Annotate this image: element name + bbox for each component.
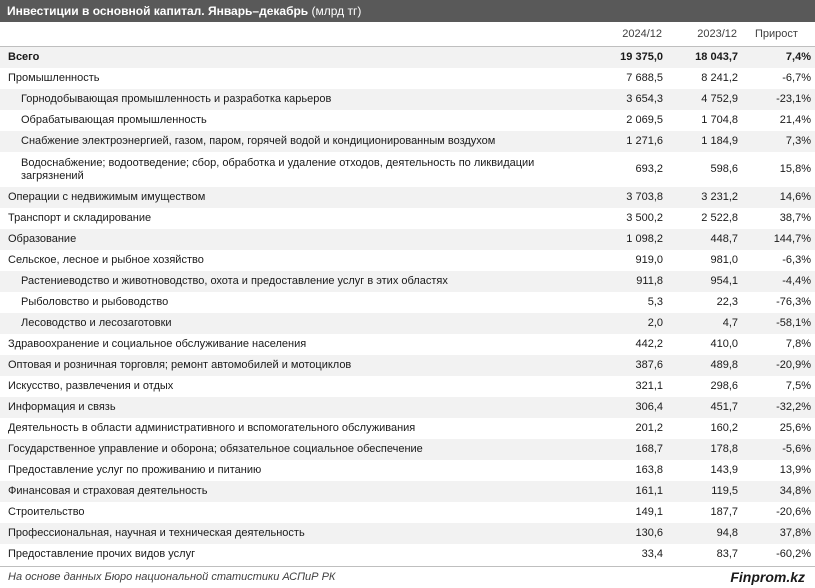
value-2023: 981,0 [663, 250, 738, 271]
row-label: Профессиональная, научная и техническая деятельность [0, 523, 585, 544]
row-label: Всего [0, 47, 585, 69]
table-row [0, 47, 815, 69]
row-label: Информация и связь [0, 397, 585, 418]
row-label: Водоснабжение; водоотведение; сбор, обработка и удаление отходов, деятельность по ликвидации загрязнений [0, 152, 585, 187]
row-label: Операции с недвижимым имуществом [0, 187, 585, 208]
value-2023: 160,2 [663, 418, 738, 439]
value-2023: 448,7 [663, 229, 738, 250]
growth-value: -5,6% [738, 439, 815, 460]
growth-value: 7,3% [738, 131, 815, 152]
source-note: На основе данных Бюро национальной статистики АСПиР РК [8, 571, 336, 583]
table-row [0, 502, 815, 523]
header-2023: 2023/12 [663, 22, 738, 47]
value-2023: 451,7 [663, 397, 738, 418]
value-2024: 7 688,5 [585, 68, 663, 89]
value-2024: 1 098,2 [585, 229, 663, 250]
table-row [0, 110, 815, 131]
row-label: Образование [0, 229, 585, 250]
value-2024: 33,4 [585, 544, 663, 565]
value-2024: 2 069,5 [585, 110, 663, 131]
table-row [0, 355, 815, 376]
table-row [0, 544, 815, 565]
growth-value: 38,7% [738, 208, 815, 229]
row-label: Строительство [0, 502, 585, 523]
footer [0, 566, 815, 588]
growth-value: 15,8% [738, 152, 815, 187]
growth-value: -32,2% [738, 397, 815, 418]
value-2024: 2,0 [585, 313, 663, 334]
value-2023: 83,7 [663, 544, 738, 565]
row-label: Здравоохранение и социальное обслуживание населения [0, 334, 585, 355]
table-row [0, 250, 815, 271]
value-2023: 94,8 [663, 523, 738, 544]
value-2023: 410,0 [663, 334, 738, 355]
table-row [0, 187, 815, 208]
value-2023: 598,6 [663, 152, 738, 187]
value-2023: 489,8 [663, 355, 738, 376]
table-body [0, 47, 815, 566]
growth-value: 7,5% [738, 376, 815, 397]
row-label: Деятельность в области административного и вспомогательного обслуживания [0, 418, 585, 439]
growth-value: -60,2% [738, 544, 815, 565]
table-row [0, 334, 815, 355]
value-2024: 161,1 [585, 481, 663, 502]
value-2023: 143,9 [663, 460, 738, 481]
row-label: Снабжение электроэнергией, газом, паром, горячей водой и кондиционированным воздухом [0, 131, 585, 152]
growth-value: 14,6% [738, 187, 815, 208]
growth-value: -4,4% [738, 271, 815, 292]
table-row [0, 208, 815, 229]
growth-value: -20,6% [738, 502, 815, 523]
value-2023: 18 043,7 [663, 47, 738, 69]
value-2023: 119,5 [663, 481, 738, 502]
chart-title-main: Инвестиции в основной капитал. Январь–декабрь [7, 4, 309, 18]
value-2024: 919,0 [585, 250, 663, 271]
value-2024: 693,2 [585, 152, 663, 187]
finprom-logo: Finprom.kz [730, 569, 805, 585]
row-label: Государственное управление и оборона; обязательное социальное обеспечение [0, 439, 585, 460]
value-2024: 168,7 [585, 439, 663, 460]
row-label: Искусство, развлечения и отдых [0, 376, 585, 397]
value-2023: 298,6 [663, 376, 738, 397]
value-2024: 149,1 [585, 502, 663, 523]
value-2023: 3 231,2 [663, 187, 738, 208]
row-label: Предоставление прочих видов услуг [0, 544, 585, 565]
header-name [0, 22, 585, 47]
growth-value: 7,4% [738, 47, 815, 69]
row-label: Финансовая и страховая деятельность [0, 481, 585, 502]
growth-value: -20,9% [738, 355, 815, 376]
table-row [0, 271, 815, 292]
chart-title [0, 0, 815, 22]
table-row [0, 397, 815, 418]
growth-value: 144,7% [738, 229, 815, 250]
row-label: Обрабатывающая промышленность [0, 110, 585, 131]
value-2023: 2 522,8 [663, 208, 738, 229]
value-2024: 3 703,8 [585, 187, 663, 208]
row-label: Промышленность [0, 68, 585, 89]
growth-value: -58,1% [738, 313, 815, 334]
value-2024: 321,1 [585, 376, 663, 397]
value-2023: 954,1 [663, 271, 738, 292]
table-row [0, 89, 815, 110]
row-label: Рыболовство и рыбоводство [0, 292, 585, 313]
value-2024: 911,8 [585, 271, 663, 292]
value-2024: 201,2 [585, 418, 663, 439]
value-2024: 19 375,0 [585, 47, 663, 69]
table-row [0, 481, 815, 502]
table-row [0, 460, 815, 481]
value-2024: 163,8 [585, 460, 663, 481]
row-label: Сельское, лесное и рыбное хозяйство [0, 250, 585, 271]
value-2024: 387,6 [585, 355, 663, 376]
value-2023: 1 704,8 [663, 110, 738, 131]
growth-value: 34,8% [738, 481, 815, 502]
header-growth: Прирост [738, 22, 815, 47]
table-row [0, 376, 815, 397]
value-2024: 442,2 [585, 334, 663, 355]
growth-value: -76,3% [738, 292, 815, 313]
value-2024: 1 271,6 [585, 131, 663, 152]
header-2024: 2024/12 [585, 22, 663, 47]
table-row [0, 68, 815, 89]
table-row [0, 152, 815, 187]
table-row [0, 439, 815, 460]
value-2024: 5,3 [585, 292, 663, 313]
table-row [0, 229, 815, 250]
growth-value: -6,3% [738, 250, 815, 271]
growth-value: 37,8% [738, 523, 815, 544]
table-row [0, 292, 815, 313]
growth-value: 13,9% [738, 460, 815, 481]
value-2023: 22,3 [663, 292, 738, 313]
value-2023: 178,8 [663, 439, 738, 460]
value-2023: 4,7 [663, 313, 738, 334]
value-2024: 3 654,3 [585, 89, 663, 110]
value-2024: 306,4 [585, 397, 663, 418]
growth-value: -6,7% [738, 68, 815, 89]
table-row [0, 131, 815, 152]
growth-value: 7,8% [738, 334, 815, 355]
table-row [0, 418, 815, 439]
value-2023: 187,7 [663, 502, 738, 523]
table-header-row [0, 22, 815, 47]
row-label: Транспорт и складирование [0, 208, 585, 229]
chart-title-unit: (млрд тг) [311, 4, 362, 18]
value-2024: 130,6 [585, 523, 663, 544]
value-2023: 8 241,2 [663, 68, 738, 89]
value-2024: 3 500,2 [585, 208, 663, 229]
investment-table [0, 22, 815, 565]
growth-value: 25,6% [738, 418, 815, 439]
value-2023: 4 752,9 [663, 89, 738, 110]
table-row [0, 313, 815, 334]
row-label: Растениеводство и животноводство, охота и предоставление услуг в этих областях [0, 271, 585, 292]
growth-value: 21,4% [738, 110, 815, 131]
row-label: Горнодобывающая промышленность и разработка карьеров [0, 89, 585, 110]
row-label: Оптовая и розничная торговля; ремонт автомобилей и мотоциклов [0, 355, 585, 376]
table-row [0, 523, 815, 544]
growth-value: -23,1% [738, 89, 815, 110]
value-2023: 1 184,9 [663, 131, 738, 152]
row-label: Предоставление услуг по проживанию и питанию [0, 460, 585, 481]
row-label: Лесоводство и лесозаготовки [0, 313, 585, 334]
